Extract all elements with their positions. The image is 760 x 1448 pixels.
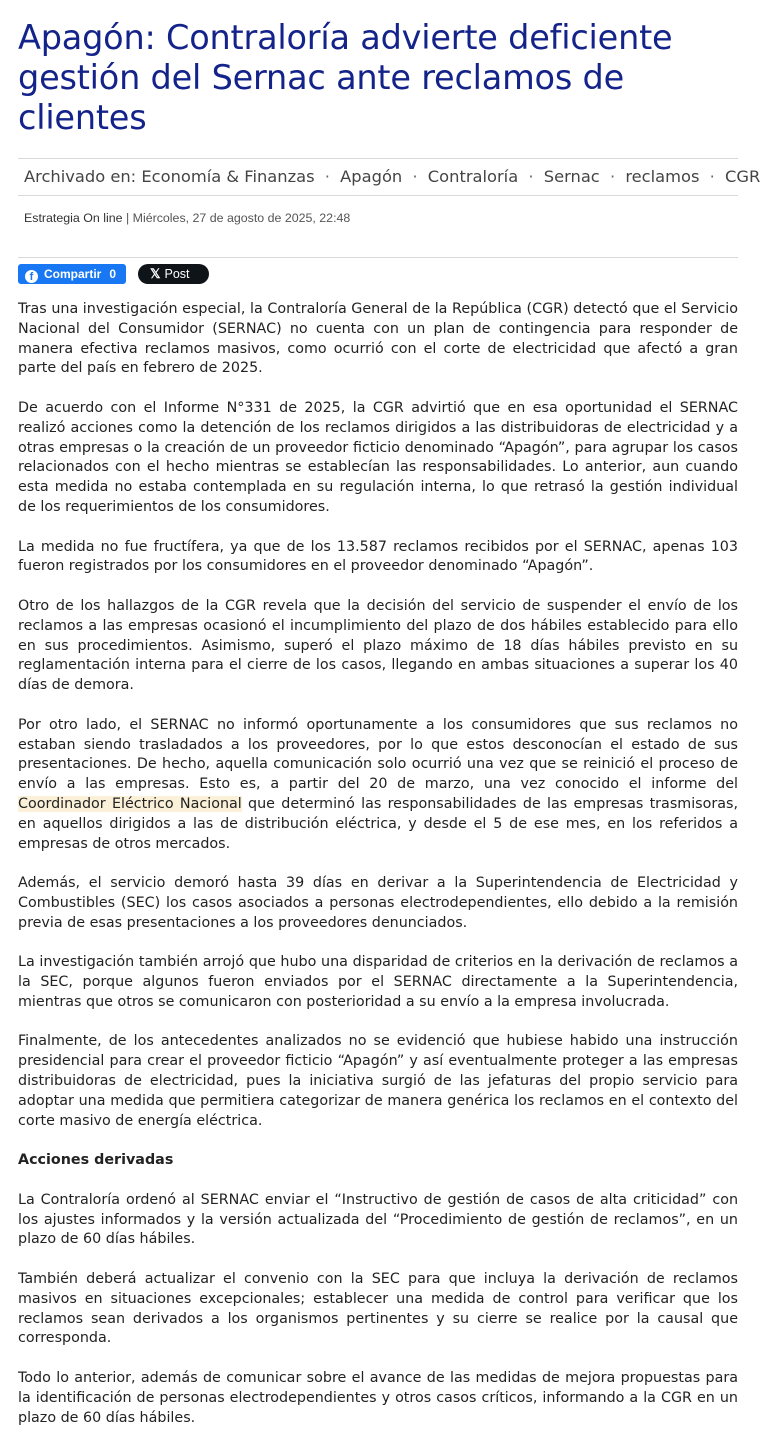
- tag-reclamos[interactable]: reclamos: [625, 167, 700, 186]
- share-bar: [18, 264, 738, 286]
- paragraph: Otro de los hallazgos de la CGR revela que la decisión del servicio de suspender el envío de los reclamos a las empresas ocasionó el incumplimiento del plazo de dos hábiles establecido para ello en sus procedimientos. Asimismo, superó el plazo máximo de 18 días hábiles previsto en su reglamentación interna para el cierre de los casos, llegando en ambas situaciones a superar los 40 días de demora.: [18, 597, 738, 694]
- tag-separator: ·: [609, 167, 616, 186]
- paragraph: Además, el servicio demoró hasta 39 días en derivar a la Superintendencia de Electricidad y Combustibles (SEC) los casos asociados a personas electrodependientes, ello debido a la remisión previa de esas presentaciones a los proveedores denunciados.: [18, 875, 738, 931]
- section-heading: Acciones derivadas: [18, 1152, 174, 1169]
- paragraph: La medida no fue fructífera, ya que de los 13.587 reclamos recibidos por el SERNAC, apenas 103 fueron registrados por los consumidores en el proveedor denominado “Apagón”.: [18, 538, 738, 575]
- facebook-share-label: Compartir: [44, 267, 102, 281]
- paragraph: La investigación también arrojó que hubo una disparidad de criterios en la derivación de reclamos a la SEC, porque algunos fueron enviados por el SERNAC directamente a la Superintendencia, mientras que otros se comunicaron con posterioridad a su envío a la empresa involucrada.: [18, 954, 738, 1010]
- paragraph-with-link: [18, 716, 738, 855]
- paragraph-text: Por otro lado, el SERNAC no informó oportunamente a los consumidores que sus reclamos no estaban siendo trasladados a los proveedores, por lo que estos desconocían el estado de sus presentaciones. De hecho, aquella comunicación solo ocurrió una vez que se reinició el proceso de envío a las empresas. Esto es, a partir del 20 de marzo, una vez conocido el informe del: [18, 716, 738, 793]
- article-body: [18, 300, 738, 1428]
- byline-date: Miércoles, 27 de agosto de 2025, 22:48: [132, 211, 351, 225]
- tag-separator: ·: [324, 167, 330, 186]
- tag-apagon[interactable]: Apagón: [340, 167, 403, 186]
- paragraph-text: que determinó las responsabilidades de las empresas trasmisoras, en aquellos dirigidos a las de distribución eléctrica, y desde el 5 de ese mes, en los referidos a empresas de otros mercados.: [18, 795, 738, 852]
- tag-separator: ·: [709, 167, 715, 186]
- facebook-icon: f: [25, 270, 38, 283]
- facebook-share-count: 0: [109, 267, 117, 281]
- paragraph: Tras una investigación especial, la Contraloría General de la República (CGR) detectó que el Servicio Nacional del Consumidor (SERNAC) no cuenta con un plan de contingencia para responder de manera efectiva reclamos masivos, como ocurrió con el corte de electricidad que afectó a gran parte del país en febrero de 2025.: [18, 301, 738, 377]
- tag-economia[interactable]: Economía & Finanzas: [141, 167, 315, 186]
- tag-contraloria[interactable]: Contraloría: [427, 167, 519, 186]
- archived-label: Archivado en:: [24, 167, 137, 186]
- coordinador-electrico-link[interactable]: Coordinador Eléctrico Nacional: [18, 795, 242, 812]
- paragraph: Todo lo anterior, además de comunicar sobre el avance de las medidas de mejora propuestas para la identificación de personas electrodependientes y otros casos críticos, informando a la CGR en un plazo de 60 días hábiles.: [18, 1370, 738, 1426]
- tag-separator: ·: [412, 167, 418, 186]
- tag-separator: ·: [528, 167, 534, 186]
- facebook-share-button[interactable]: [18, 264, 126, 284]
- tag-sernac[interactable]: Sernac: [543, 167, 600, 186]
- article-page: [18, 0, 760, 1448]
- x-post-label: Post: [164, 267, 190, 281]
- paragraph: También deberá actualizar el convenio con la SEC para que incluya la derivación de reclamos masivos en situaciones excepcionales; establecer una medida de control para verificar que los reclamos sean derivados a los organismos pertinentes y su cierre se realice por la causal que corresponda.: [18, 1271, 738, 1347]
- paragraph: Finalmente, de los antecedentes analizados no se evidenció que hubiese habido una instrucción presidencial para crear el proveedor ficticio “Apagón” y así eventualmente proteger a las empresas distribuidoras de electricidad, pues la iniciativa surgió de las jefaturas del propio servicio para adoptar una medida que permitiera categorizar de manera genérica los reclamos en el contexto del corte masivo de energía eléctrica.: [18, 1033, 738, 1129]
- byline-author: Estrategia On line: [24, 211, 123, 225]
- tag-cgr[interactable]: CGR: [725, 167, 760, 186]
- paragraph: De acuerdo con el Informe N°331 de 2025, la CGR advirtió que en esa oportunidad el SERNAC realizó acciones como la detención de los reclamos dirigidos a las distribuidoras de electricidad y a otras empresas o la creación de un proveedor ficticio denominado “Apagón”, para agrupar los casos relacionados con el hecho mientras se establecían las responsabilidades. Lo anterior, aun cuando esta medida no estaba contemplada en su regulación interna, lo que retrasó la gestión individual de los requerimientos de los consumidores.: [18, 399, 738, 515]
- x-logo-icon: 𝕏: [150, 266, 161, 281]
- archived-tags-bar: [18, 158, 760, 196]
- paragraph: La Contraloría ordenó al SERNAC enviar el “Instructivo de gestión de casos de alta criticidad” con los ajustes informados y la versión actualizada del “Procedimiento de gestión de reclamos”, en un plazo de 60 días hábiles.: [18, 1191, 738, 1248]
- x-post-button[interactable]: [138, 264, 209, 284]
- byline: [18, 196, 738, 258]
- byline-separator: |: [125, 211, 130, 225]
- article-title: Apagón: Contraloría advierte deficiente gestión del Sernac ante reclamos de clientes: [18, 18, 673, 137]
